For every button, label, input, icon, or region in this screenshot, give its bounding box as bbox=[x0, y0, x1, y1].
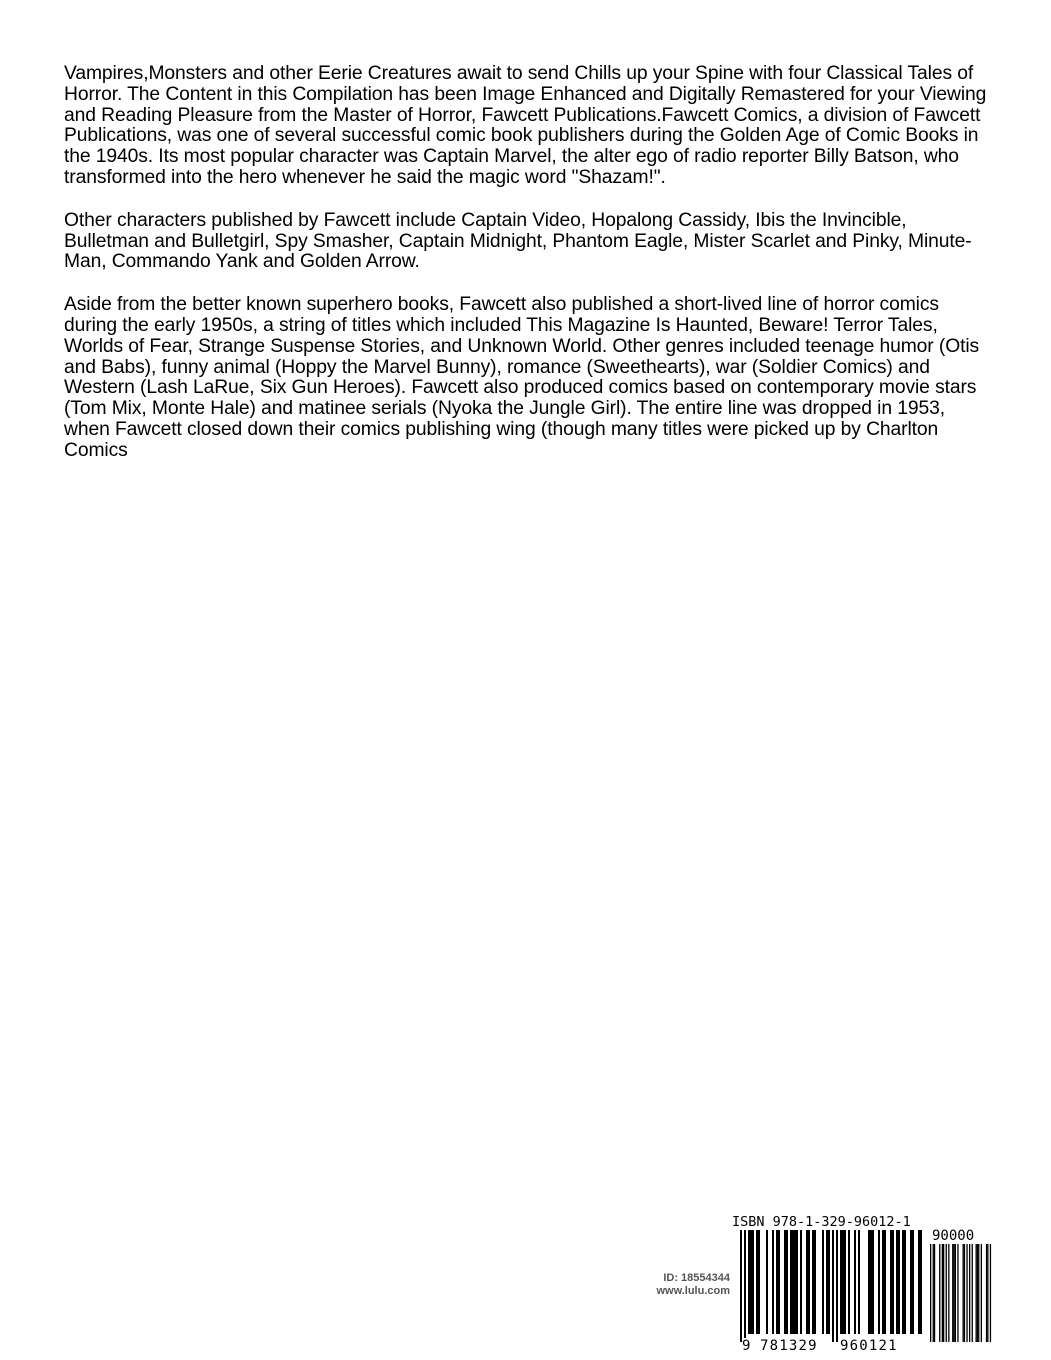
addon-bar bbox=[939, 1244, 940, 1342]
barcode-bar bbox=[828, 1230, 830, 1334]
barcode-left-digits: 781329 bbox=[760, 1338, 818, 1354]
barcode-bar bbox=[826, 1230, 828, 1334]
barcode-bar bbox=[918, 1230, 920, 1334]
addon-bar bbox=[963, 1244, 964, 1342]
barcode-bar bbox=[766, 1230, 768, 1334]
barcode-bar bbox=[902, 1230, 904, 1334]
barcode-bar bbox=[792, 1230, 794, 1334]
addon-bar bbox=[943, 1244, 944, 1342]
addon-bar bbox=[955, 1244, 956, 1342]
addon-bar bbox=[952, 1244, 953, 1342]
barcode-bar bbox=[800, 1230, 802, 1334]
back-cover-text bbox=[64, 64, 994, 484]
barcode-bar bbox=[882, 1230, 884, 1334]
barcode-bar bbox=[786, 1230, 788, 1334]
barcode-bar bbox=[784, 1230, 786, 1334]
barcode-bar bbox=[814, 1230, 816, 1334]
barcode-bar bbox=[842, 1230, 844, 1334]
addon-bars bbox=[928, 1244, 994, 1342]
isbn-label: ISBN 978-1-329-96012-1 bbox=[732, 1214, 911, 1230]
barcode-bar bbox=[740, 1230, 742, 1342]
addon-bar bbox=[981, 1244, 982, 1342]
price-code: 90000 bbox=[932, 1228, 975, 1244]
barcode-bar bbox=[796, 1230, 798, 1334]
barcode-lead-digit: 9 bbox=[742, 1338, 751, 1354]
barcode-bar bbox=[806, 1230, 808, 1334]
barcode-bar bbox=[884, 1230, 886, 1334]
barcode-bar bbox=[854, 1230, 856, 1334]
barcode-bar bbox=[896, 1230, 898, 1334]
addon-bar bbox=[934, 1244, 935, 1342]
barcode-bar bbox=[890, 1230, 892, 1334]
barcode-bar bbox=[812, 1230, 814, 1334]
addon-bar bbox=[964, 1244, 965, 1342]
addon-bar bbox=[953, 1244, 954, 1342]
ean13-bars bbox=[728, 1230, 924, 1342]
paragraph-characters: Other characters published by Fawcett include Captain Video, Hopalong Cassidy, Ibis the Invincible, Bulletman and Bulletgirl, Spy Smasher, Captain Midnight, Phantom Eagle, Mister Scarlet and Pinky, Minute-Man, Commando Yank and Golden Arrow. bbox=[64, 209, 972, 273]
addon-bar bbox=[957, 1244, 958, 1342]
lulu-site: www.lulu.com bbox=[656, 1285, 730, 1297]
lulu-imprint bbox=[600, 1272, 730, 1298]
barcode-bar bbox=[910, 1230, 912, 1334]
barcode-bar bbox=[748, 1230, 750, 1334]
barcode-bar bbox=[778, 1230, 780, 1334]
addon-bar bbox=[946, 1244, 947, 1342]
barcode-bar bbox=[898, 1230, 900, 1334]
addon-bar bbox=[933, 1244, 934, 1342]
barcode-bar bbox=[870, 1230, 872, 1334]
addon-bar bbox=[976, 1244, 977, 1342]
barcode-bar bbox=[872, 1230, 874, 1334]
barcode-bar bbox=[808, 1230, 810, 1334]
addon-bar bbox=[986, 1244, 987, 1342]
barcode-bar bbox=[904, 1230, 906, 1334]
addon-bar bbox=[942, 1244, 943, 1342]
addon-bar bbox=[948, 1244, 949, 1342]
barcode-bar bbox=[920, 1230, 922, 1334]
barcode-bar bbox=[836, 1230, 838, 1342]
barcode-bar bbox=[772, 1230, 774, 1334]
barcode-bar bbox=[878, 1230, 880, 1334]
addon-bar bbox=[966, 1244, 967, 1342]
barcode-bar bbox=[756, 1230, 758, 1334]
barcode-bar bbox=[868, 1230, 870, 1334]
barcode-bar bbox=[844, 1230, 846, 1334]
barcode-bar bbox=[912, 1230, 914, 1334]
barcode-bar bbox=[744, 1230, 746, 1342]
barcode-right-digits: 960121 bbox=[840, 1338, 898, 1354]
barcode-bar bbox=[822, 1230, 824, 1334]
isbn-barcode bbox=[728, 1214, 996, 1354]
barcode-bar bbox=[832, 1230, 834, 1342]
barcode-bar bbox=[858, 1230, 860, 1334]
paragraph-intro: Vampires,Monsters and other Eerie Creatures await to send Chills up your Spine with four Classical Tales of Horror. The Content in this Compilation has been Image Enhanced and Digitally Remastered for your Viewing and Reading Pleasure from the Master of Horror, Fawcett Publications.Fawcett Comics, a division of Fawcett Publications, was one of several successful comic book publishers during the Golden Age of Comic Books in the 1940s. Its most popular character was Captain Marvel, the alter ego of radio reporter Billy Batson, who transformed into the hero whenever he said the magic word "Shazam!". bbox=[64, 63, 987, 188]
barcode-bar bbox=[892, 1230, 894, 1334]
addon-bar bbox=[990, 1244, 991, 1342]
barcode-bar bbox=[776, 1230, 778, 1334]
addon-bar bbox=[972, 1244, 973, 1342]
barcode-bar bbox=[848, 1230, 850, 1334]
barcode-bar bbox=[752, 1230, 754, 1334]
barcode-bar bbox=[750, 1230, 752, 1334]
barcode-bar bbox=[840, 1230, 842, 1334]
addon-bar bbox=[930, 1244, 931, 1342]
addon-bar bbox=[987, 1244, 988, 1342]
addon-bar bbox=[969, 1244, 970, 1342]
lulu-id: ID: 18554344 bbox=[663, 1272, 730, 1284]
barcode-bar bbox=[794, 1230, 796, 1334]
addon-bar bbox=[978, 1244, 979, 1342]
paragraph-genres: Aside from the better known superhero books, Fawcett also published a short-lived line of horror comics during the early 1950s, a string of titles which included This Magazine Is Haunted, Beware! Terror Tales, Worlds of Fear, Strange Suspense Stories, and Unknown World. Other genres included teenage humor (Otis and Babs), funny animal (Hoppy the Marvel Bunny), romance (Sweethearts), war (Soldier Comics) and Western (Lash LaRue, Six Gun Heroes). Fawcett also produced comics based on contemporary movie stars (Tom Mix, Monte Hale) and matinee serials (Nyoka the Jungle Girl). The entire line was dropped in 1953, when Fawcett closed down their comics publishing wing (though many titles were picked up by Charlton Comics bbox=[64, 294, 980, 461]
barcode-bar bbox=[758, 1230, 760, 1334]
barcode-bar bbox=[790, 1230, 792, 1334]
addon-bar bbox=[977, 1244, 978, 1342]
